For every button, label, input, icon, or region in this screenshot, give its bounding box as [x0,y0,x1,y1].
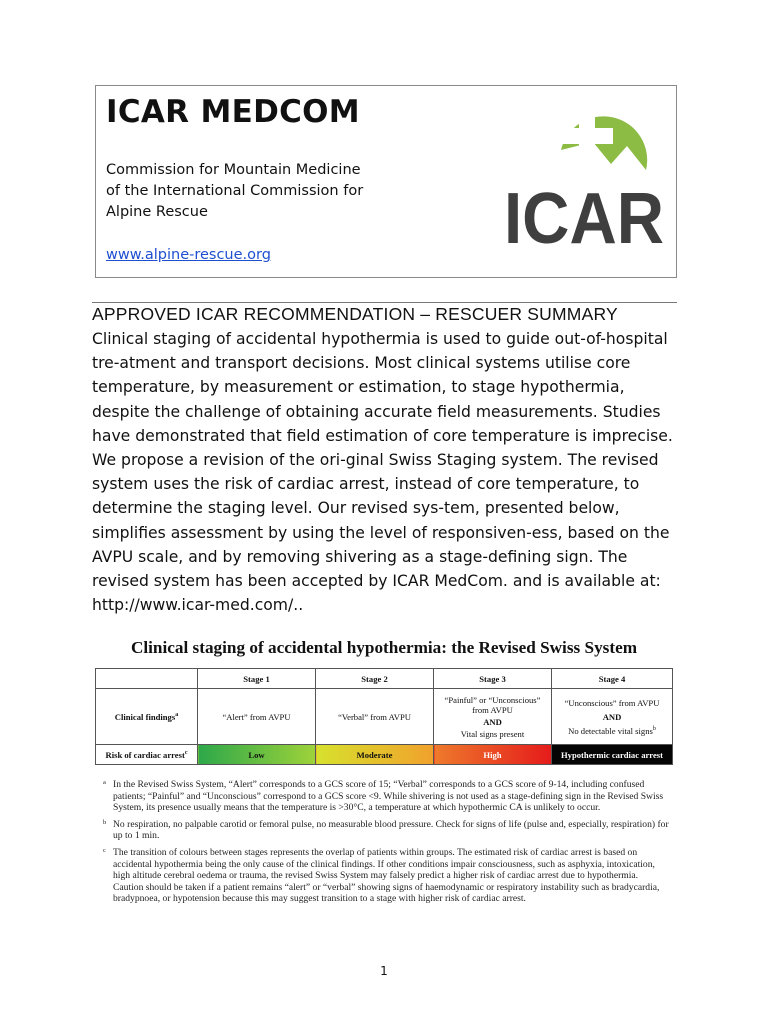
footnote-c [101,847,669,905]
risk-moderate: Moderate [316,745,434,765]
commission-line-1: Commission for Mountain Medicine [106,162,361,178]
section-title: APPROVED ICAR RECOMMENDATION – RESCUER SUMMARY [92,302,677,325]
clinical-findings-label-text: Clinical findings [114,711,176,722]
risk-low: Low [198,745,316,765]
header-stage-3: Stage 3 [434,669,552,689]
stage-3-vitals: Vital signs present [460,728,525,739]
clinical-findings-label: Clinical findings$^a$ [96,689,198,745]
logo-text: ICAR [504,179,664,253]
summary-paragraph [92,327,678,617]
risk-high: High [434,745,552,765]
website-link[interactable]: www.alpine-rescue.org [106,247,271,263]
header-stage-2: Stage 2 [316,669,434,689]
header-box [95,85,677,278]
footnote-c-mark: c [103,846,106,854]
page-title: ICAR MEDCOM [106,94,360,130]
footnote-a-mark: a [103,779,106,786]
summary-text: Clinical staging of accidental hypothermia is used to guide out-of-hospital tre-atment and transport decisions. Most clinical systems utilise core temperature, by measurement or estimation, to stage hypothermia, despite the challenge of obtaining accurate field measurements. Studies have demonstrated that field estimation of core temperature is imprecise. We propose a revision of the ori-ginal Swiss Staging system. The revised system uses the risk of cardiac arrest, instead of core temperature, to determine the staging level. Our revised sys-tem, presented below, simplifies assessment by using the level of responsiven-ess, based on the AVPU scale, and by removing shivering as a stage-defining sign. The revised system has been accepted by ICAR MedCom. and is available at: http://www.icar-med.com/.. [92,330,673,615]
table-title: Clinical staging of accidental hypothermia: the Revised Swiss System [130,638,638,657]
staging-table [95,668,673,765]
footnotes [101,779,669,910]
stage-3-findings [434,689,552,745]
footnote-a-text: In the Revised Swiss System, “Alert” corresponds to a GCS score of 15; “Verbal” corresponds to a GCS score of 9-14, including confused patients; “Painful” and “Unconscious” correspond to a GCS score <9. While shivering is not used as a stage-defining sign in the Revised Swiss System, its presence usually means that the temperature is >30°C, a temperature at which hypothermic CA is unlikely to occur. [113,779,664,814]
stage-4-findings [552,689,673,745]
stage-2-findings: “Verbal” from AVPU [316,689,434,745]
page-number: 1 [380,964,388,978]
commission-line-2: of the International Commission for [106,183,364,199]
footnote-b [101,819,669,842]
footnote-a [101,779,669,814]
footnote-c-text: The transition of colours between stages represents the overlap of patients within groups. The estimated risk of cardiac arrest is based on accidental hypothermia being the only cause of the clinical findings. If other conditions impair consciousness, such as asphyxia, intoxication, high altitude cerebral oedema or trauma, the revised Swiss System may falsely predict a higher risk of cardiac arrest due to hypothermia. Caution should be taken if a patient remains “alert” or “verbal” showing signs of haemodynamic or respiratory instability such as bradycardia, bradypnoea, or hypotension because this may suggest transition to a stage with higher risk of cardiac arrest. [113,846,660,905]
risk-cardiac-arrest: Hypothermic cardiac arrest [552,745,673,765]
commission-line-3: Alpine Rescue [106,204,208,220]
table-header-row [96,669,673,689]
stage-4-and: AND [602,711,622,722]
risk-row [96,745,673,765]
icar-logo [501,98,671,253]
stage-4-consciousness: “Unconscious” from AVPU [564,697,660,708]
empty-header-cell [96,669,198,689]
stage-1-findings: “Alert” from AVPU [198,689,316,745]
stage-3-consciousness: “Painful” or “Unconscious” from AVPU [444,694,541,715]
clinical-findings-row [96,689,673,745]
footnote-b-mark: b [103,818,107,826]
header-stage-4: Stage 4 [552,669,673,689]
footnote-b-text: No respiration, no palpable carotid or femoral pulse, no measurable blood pressure. Check for signs of life (pulse and, especially, respiration) for up to 1 min. [113,818,669,842]
risk-label: Risk of cardiac arrest$^c$ [96,745,198,765]
stage-3-and: AND [483,716,502,727]
stage-4-vitals: No detectable vital signs$^b$ [568,725,656,736]
header-stage-1: Stage 1 [198,669,316,689]
